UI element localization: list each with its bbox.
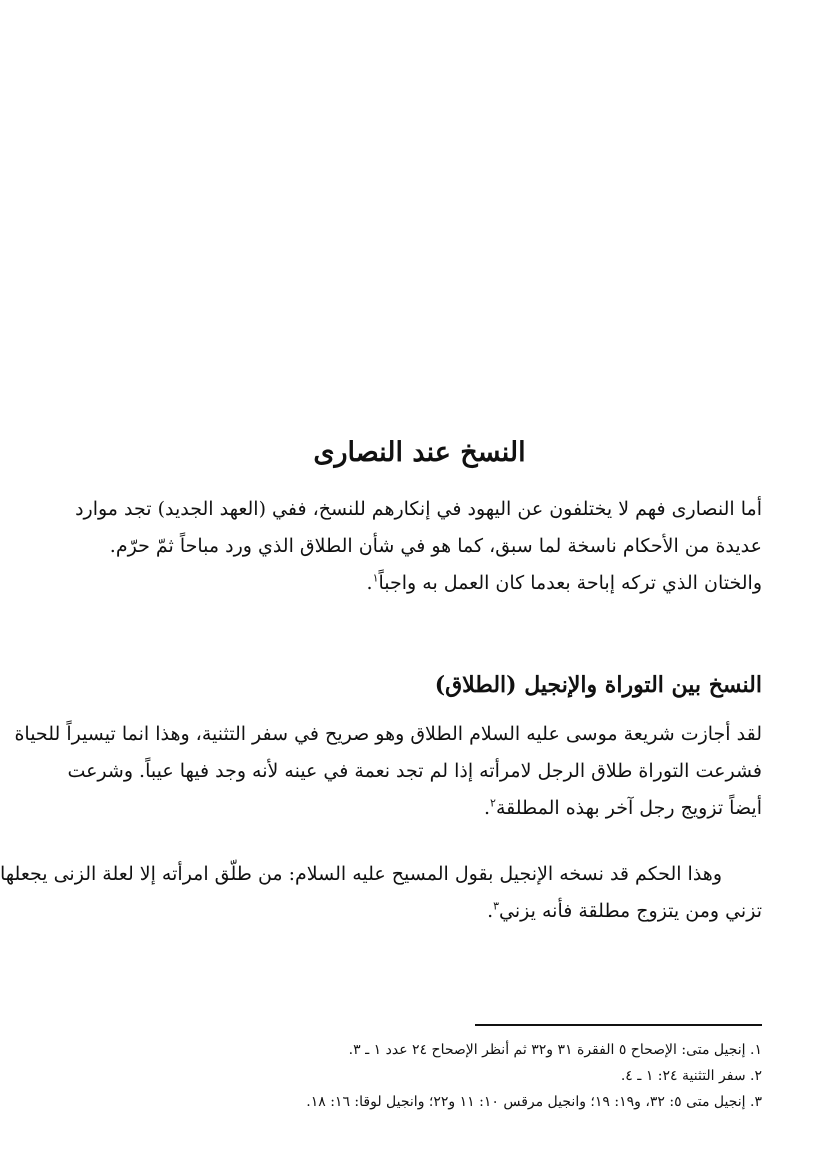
intro-line-3 xyxy=(74,565,762,602)
intro-line-3-end: . xyxy=(366,572,373,594)
gospel-line-2 xyxy=(74,893,762,930)
footnote-ref-1: ١ xyxy=(372,571,379,585)
intro-line-3-text: والختان الذي تركه إباحة بعدما كان العمل به واجباً xyxy=(378,572,762,594)
divorce-paragraph xyxy=(14,716,762,827)
footnote-1: ١. إنجيل متى: الإصحاح ٥ الفقرة ٣١ و٣٢ ثم أنظر الإصحاح ٢٤ عدد ١ ـ ٣. xyxy=(348,1042,762,1058)
footnote-separator xyxy=(475,1024,762,1026)
intro-line-1: أما النصارى فهم لا يختلفون عن اليهود في إنكارهم للنسخ، ففي (العهد الجديد) تجد موارد xyxy=(75,498,762,520)
gospel-paragraph xyxy=(0,856,762,930)
divorce-line-2: فشرعت التوراة طلاق الرجل لامرأته إذا لم تجد نعمة في عينه لأنه وجد فيها عيباً. وشرعت xyxy=(67,760,762,782)
footnote-ref-3: ٣ xyxy=(493,899,500,913)
intro-line-2: عديدة من الأحكام ناسخة لما سبق، كما هو في شأن الطلاق الذي ورد مباحاً ثمّ حرّم. xyxy=(109,535,762,557)
chapter-title: النسخ عند النصارى xyxy=(313,437,526,468)
divorce-line-3 xyxy=(74,790,762,827)
intro-paragraph xyxy=(74,491,762,602)
gospel-line-1: وهذا الحكم قد نسخه الإنجيل بقول المسيح عليه السلام: من طلّق امرأته إلا لعلة الزنى يجعلها xyxy=(0,863,722,885)
footnotes xyxy=(74,1037,762,1115)
footnote-2: ٢. سفر التثنية ٢٤: ١ ـ ٤. xyxy=(620,1068,762,1084)
divorce-line-1: لقد أجازت شريعة موسى عليه السلام الطلاق وهو صريح في سفر التثنية، وهذا انما تيسيراً للحياة xyxy=(14,723,762,745)
document-page xyxy=(1,0,838,1163)
section-heading: النسخ بين التوراة والإنجيل (الطلاق) xyxy=(434,672,762,698)
footnote-3: ٣. إنجيل متى ٥: ٣٢، و١٩: ١٩؛ وانجيل مرقس ١٠: ١١ و٢٢؛ وانجيل لوقا: ١٦: ١٨. xyxy=(306,1094,762,1110)
footnote-ref-2: ٢ xyxy=(490,796,496,810)
divorce-line-3-text: أيضاً تزويج رجل آخر بهذه المطلقة xyxy=(495,797,762,819)
gospel-line-2-end: . xyxy=(487,900,494,922)
divorce-line-3-end: . xyxy=(483,797,491,819)
gospel-line-2-text: تزني ومن يتزوج مطلقة فأنه يزني xyxy=(499,900,762,922)
